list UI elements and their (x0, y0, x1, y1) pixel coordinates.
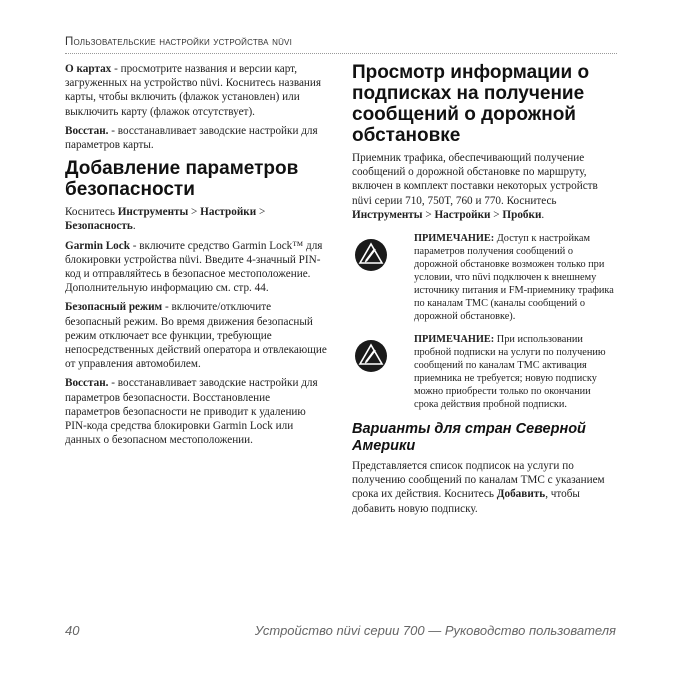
path-tools: Инструменты (352, 208, 423, 221)
left-column (65, 62, 327, 452)
note-2-body: При использовании пробной подписки на услуги по получению сообщений по каналам TMC активация приемника не требуется; новую подписку можно приобрести только по окончании срока действия пробной подписки. (414, 334, 606, 411)
restore-security-desc: - восстанавливает заводские настройки для параметров безопасности. Восстановление параметров безопасности не приводит к удалению PIN-кода средства блокировки Garmin Lock или данных о безопасном местоположении. (65, 377, 318, 447)
north-america-subheading: Варианты для стран Северной Америки (352, 421, 586, 455)
restore-desc: - восстанавливает заводские настройки для параметров карты. (65, 124, 318, 152)
note-block-2 (352, 333, 614, 411)
maps-paragraph (65, 62, 327, 119)
note-block-1 (352, 232, 614, 323)
subscriptions-heading: Просмотр информации о подписках на получение сообщений о дорожной обстановке (352, 62, 590, 146)
security-heading: Добавление параметров безопасности (65, 158, 299, 201)
na-intro: Представляется список подписок на услуги по получению сообщений по каналам TMC с указанием срока их действия. Коснитесь (352, 460, 605, 501)
path-sep: > (422, 208, 435, 221)
right-column (352, 62, 614, 521)
path-settings: Настройки (200, 206, 257, 219)
restore-security-paragraph (65, 376, 327, 447)
note-1-body: Доступ к настройкам параметров получения сообщений о дорожной обстановке возможен только при условии, что nüvi подключен к внешнему источнику питания и FM-приемнику трафика по каналам TMC (каналы сообщений о дорожной обстановке). (414, 233, 614, 323)
path-sep: > (256, 206, 266, 219)
pencil-note-icon (352, 333, 414, 411)
footer-title: Устройство nüvi серии 700 — Руководство пользователя (254, 623, 616, 638)
safe-mode-term: Безопасный режим (65, 301, 163, 314)
running-header: Пользовательские настройки устройства nüvi (65, 36, 293, 48)
path-traffic: Пробки (502, 208, 542, 221)
header-divider (65, 53, 617, 54)
maps-desc: - просмотрите названия и версии карт, загруженных на устройство nüvi. Коснитесь названия карты, чтобы включить (флажок установлен) или выключить карту (флажок отсутствует). (65, 63, 322, 118)
note-1-label: ПРИМЕЧАНИЕ: (414, 233, 495, 245)
restore-term: Восстан. (65, 124, 109, 137)
touch-intro: Коснитесь (65, 206, 118, 219)
garmin-lock-desc: - включите средство Garmin Lock™ для блокировки устройства nüvi. Введите 4-значный PIN-код и отправляйтесь в безопасное местоположение. Дополнительную информацию см. стр. 44. (65, 239, 323, 295)
traffic-intro: Приемник трафика, обеспечивающий получение сообщений о дорожной обстановке по маршруту, включен в комплект поставки некоторых устройств nüvi серии 710, 750T, 760 и 770. Коснитесь (352, 152, 598, 207)
touch-path-paragraph (65, 205, 327, 233)
path-sep: > (490, 208, 503, 221)
pencil-note-icon (352, 232, 414, 323)
restore-paragraph (65, 124, 327, 152)
path-tools: Инструменты (117, 206, 189, 219)
add-term: Добавить (496, 488, 546, 501)
note-1-text (414, 232, 614, 323)
maps-term: О картах (65, 63, 112, 75)
note-2-label: ПРИМЕЧАНИЕ: (414, 334, 495, 346)
garmin-lock-paragraph (65, 239, 327, 296)
path-end: . (132, 220, 136, 233)
safe-mode-desc: - включите/отключите безопасный режим. Во время движения безопасный режим отключает все функции, требующие непосредственных действий оператора и отвлекающие от управления автомобилем. (65, 301, 327, 371)
garmin-lock-term: Garmin Lock (65, 239, 130, 252)
restore-security-term: Восстан. (65, 377, 109, 390)
path-sep: > (188, 206, 201, 219)
page-number: 40 (65, 623, 80, 638)
note-2-text (414, 333, 614, 411)
path-settings: Настройки (434, 208, 491, 221)
path-end: . (541, 208, 545, 221)
traffic-intro-paragraph (352, 151, 614, 222)
safe-mode-paragraph (65, 300, 327, 371)
na-end: , чтобы добавить новую подписку. (352, 488, 580, 515)
path-security: Безопасность (65, 220, 133, 233)
north-america-paragraph (352, 459, 614, 516)
